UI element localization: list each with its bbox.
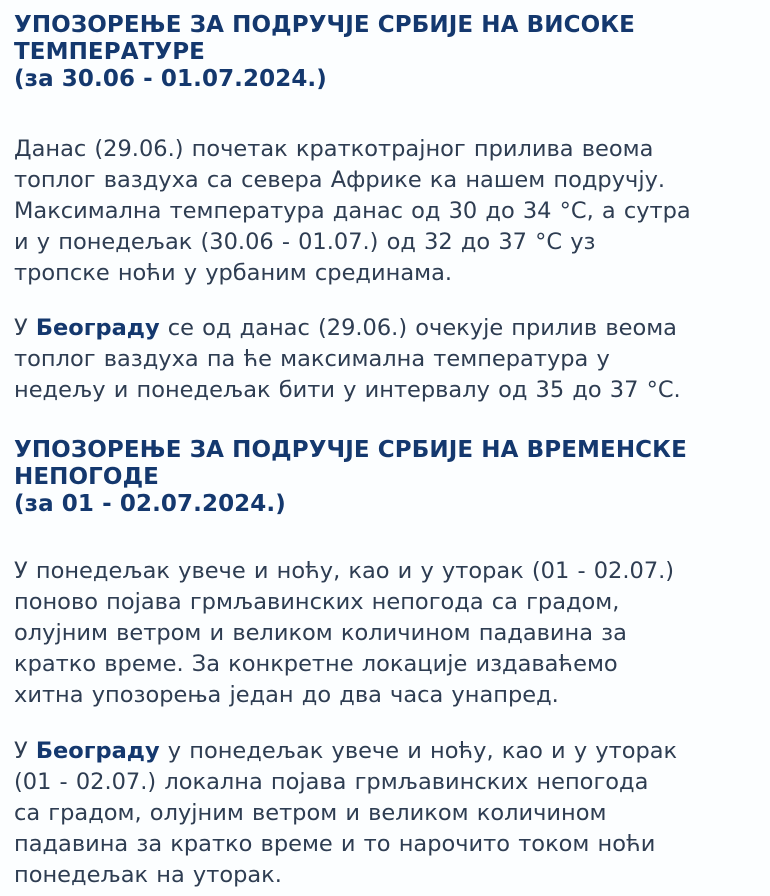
text-line: са градом, олујним ветром и великом количином xyxy=(14,800,607,826)
heat-warning-title xyxy=(14,12,635,93)
storm-warning-date-range: (за 01 - 02.07.2024.) xyxy=(14,491,286,517)
text-rest: се од данас (29.06.) очекује прилив веома xyxy=(159,315,677,341)
text-line: падавина за кратко време и то нарочито током ноћи xyxy=(14,831,656,857)
text-rest: у понедељак увече и ноћу, као и у уторак xyxy=(159,738,678,764)
text-line: понедељак на уторак. xyxy=(14,862,282,888)
text-line: хитна упозорења један до два часа унапред. xyxy=(14,682,559,708)
city-name-belgrade: Београду xyxy=(35,738,160,764)
storm-warning-belgrade-paragraph xyxy=(14,736,677,891)
heat-warning-general-paragraph xyxy=(14,134,691,289)
storm-warning-title xyxy=(14,437,687,518)
heat-warning-date-range: (за 30.06 - 01.07.2024.) xyxy=(14,66,327,92)
text-line: поново појава грмљавинских непогода са градом, xyxy=(14,589,620,615)
storm-warning-general-paragraph xyxy=(14,556,674,711)
heat-warning-belgrade-paragraph xyxy=(14,313,681,406)
text-line xyxy=(14,313,681,344)
text-line xyxy=(14,736,677,767)
text-prefix: У xyxy=(14,315,36,341)
text-line: У понедељак увече и ноћу, као и у уторак (01 - 02.07.) xyxy=(14,558,675,584)
text-line: и у понедељак (30.06 - 01.07.) од 32 до 37 °C уз xyxy=(14,229,596,255)
heat-warning-title-line-2: ТЕМПЕРАТУРЕ xyxy=(14,39,205,65)
text-line: недељу и понедељак бити у интервалу од 35 до 37 °C. xyxy=(14,377,681,403)
text-line: олујним ветром и великом количином падавина за xyxy=(14,620,627,646)
text-line: Данас (29.06.) почетак краткотрајног прилива веома xyxy=(14,136,654,162)
text-line: топлог ваздуха па ће максимална температура у xyxy=(14,346,610,372)
text-line: кратко време. За конкретне локације издаваћемо xyxy=(14,651,618,677)
city-name-belgrade: Београду xyxy=(35,315,160,341)
text-line: Максимална температура данас од 30 до 34 °C, а сутра xyxy=(14,198,691,224)
storm-warning-title-line-1: УПОЗОРЕЊЕ ЗА ПОДРУЧЈЕ СРБИЈЕ НА ВРЕМЕНСКЕ xyxy=(14,437,687,463)
text-line: тропске ноћи у урбаним срединама. xyxy=(14,260,453,286)
storm-warning-title-line-2: НЕПОГОДЕ xyxy=(14,464,159,490)
text-line: топлог ваздуха са севера Африке ка нашем подручју. xyxy=(14,167,666,193)
text-line: (01 - 02.07.) локална појава грмљавинских непогода xyxy=(14,769,649,795)
heat-warning-title-line-1: УПОЗОРЕЊЕ ЗА ПОДРУЧЈЕ СРБИЈЕ НА ВИСОКЕ xyxy=(14,12,635,38)
text-prefix: У xyxy=(14,738,36,764)
